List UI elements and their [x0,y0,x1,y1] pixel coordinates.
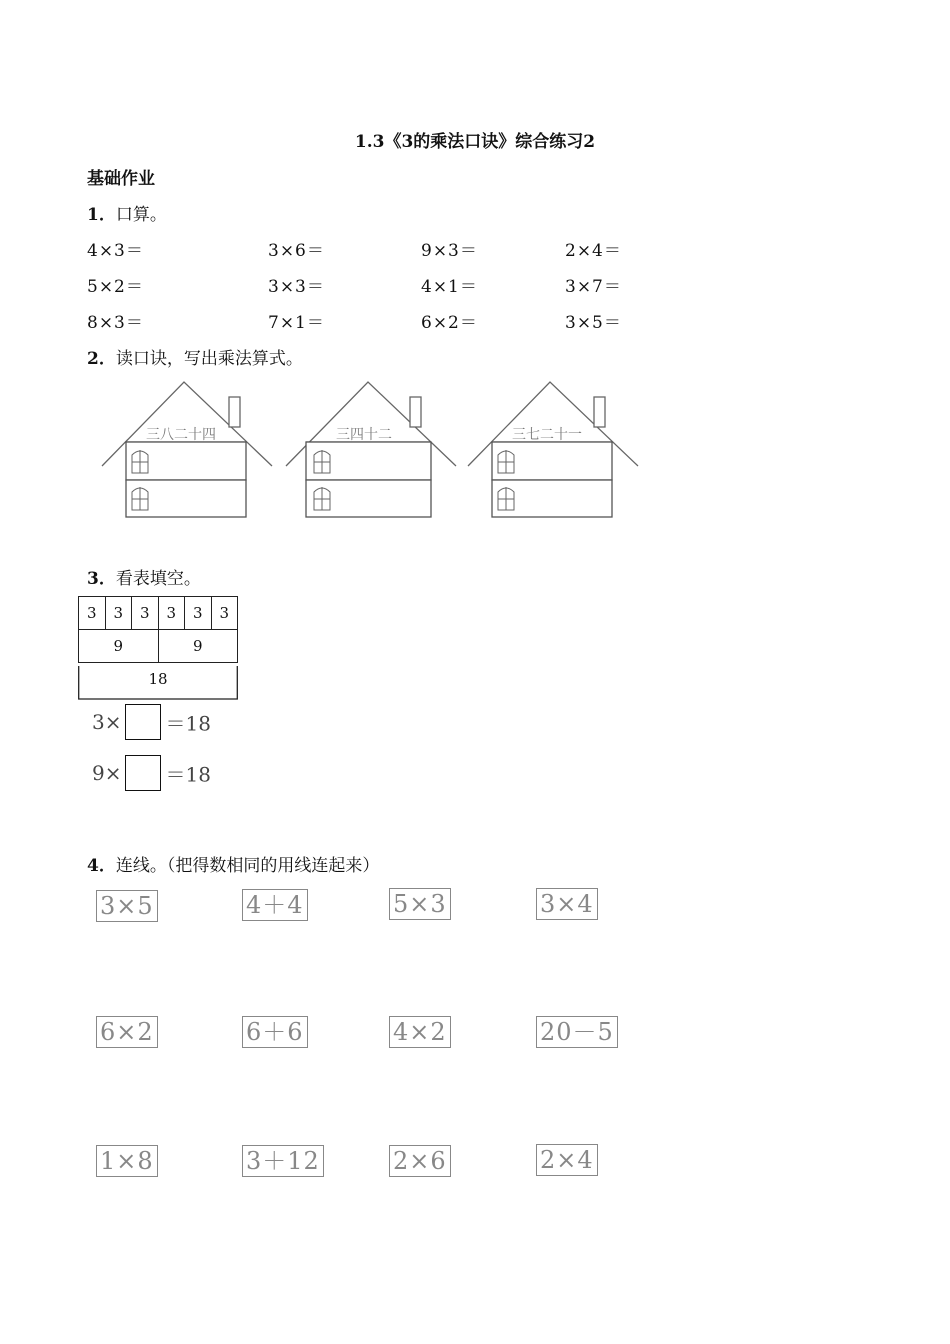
equation-1 [92,704,211,740]
equation-right: ＝18 [165,711,211,736]
calc-item: 2×4＝ [565,241,622,261]
match-card[interactable]: 4＋4 [242,889,308,921]
calc-item: 3×7＝ [565,277,622,297]
calc-item: 4×3＝ [87,241,144,261]
house-label: 三七二十一 [512,427,582,443]
chimney-icon [594,397,605,427]
match-card[interactable]: 6×2 [96,1016,158,1048]
question-number: 1 [87,205,99,225]
match-card[interactable]: 2×4 [536,1144,598,1176]
answer-box[interactable] [125,704,161,740]
match-card[interactable]: 2×6 [389,1145,451,1177]
question-3-heading: 3．看表填空。 [87,569,201,589]
calc-item: 3×5＝ [565,313,622,333]
calc-item: 3×6＝ [268,241,325,261]
house-1 [100,378,275,520]
match-card[interactable]: 6＋6 [242,1016,308,1048]
chimney-icon [229,397,240,427]
equation-left: 3× [92,710,122,734]
match-card[interactable]: 4×2 [389,1016,451,1048]
match-card[interactable]: 5×3 [389,888,451,920]
calc-item: 9×3＝ [421,241,478,261]
equation-right: ＝18 [165,762,211,787]
answer-box[interactable] [126,442,246,480]
match-card[interactable]: 20－5 [536,1016,618,1048]
page-title: 1.3《3的乘法口诀》综合练习2 [354,132,596,152]
chimney-icon [410,397,421,427]
house-label: 三八二十四 [146,427,216,443]
question-label: 读口诀，写出乘法算式。 [115,349,303,369]
question-label: 连线。（把得数相同的用线连起来） [115,856,380,876]
calc-item: 8×3＝ [87,313,144,333]
table-cell: 3 [211,597,238,630]
table-cell: 3 [105,597,132,630]
table-cell: 9 [158,630,238,663]
grouping-table [78,596,238,663]
question-1-heading: 1．口算。 [87,205,167,225]
answer-box[interactable] [125,755,161,791]
calc-item: 7×1＝ [268,313,325,333]
house-label: 三四十二 [336,427,392,443]
match-card[interactable]: 1×8 [96,1145,158,1177]
question-number: 4 [87,856,99,876]
total-label: 18 [148,670,168,688]
question-number: 2 [87,349,99,369]
match-card[interactable]: 3×5 [96,890,158,922]
match-card[interactable]: 3＋12 [242,1145,324,1177]
question-label: 口算。 [115,205,167,225]
calc-item: 4×1＝ [421,277,478,297]
calc-item: 5×2＝ [87,277,144,297]
calc-item: 6×2＝ [421,313,478,333]
house-3 [466,378,641,520]
question-label: 看表填空。 [115,569,201,589]
table-cell: 9 [79,630,159,663]
total-bracket [78,666,238,700]
question-2-heading: 2．读口诀，写出乘法算式。 [87,349,303,369]
question-number: 3 [87,569,99,589]
table-cell: 3 [132,597,159,630]
equation-2 [92,755,211,791]
section-heading: 基础作业 [87,169,155,189]
table-cell: 3 [79,597,106,630]
answer-box[interactable] [492,442,612,480]
match-card[interactable]: 3×4 [536,888,598,920]
question-4-heading: 4．连线。（把得数相同的用线连起来） [87,856,380,876]
house-2 [284,378,459,520]
table-cell: 3 [185,597,212,630]
table-cell: 3 [158,597,185,630]
calc-item: 3×3＝ [268,277,325,297]
equation-left: 9× [92,761,122,785]
answer-box[interactable] [306,442,431,480]
